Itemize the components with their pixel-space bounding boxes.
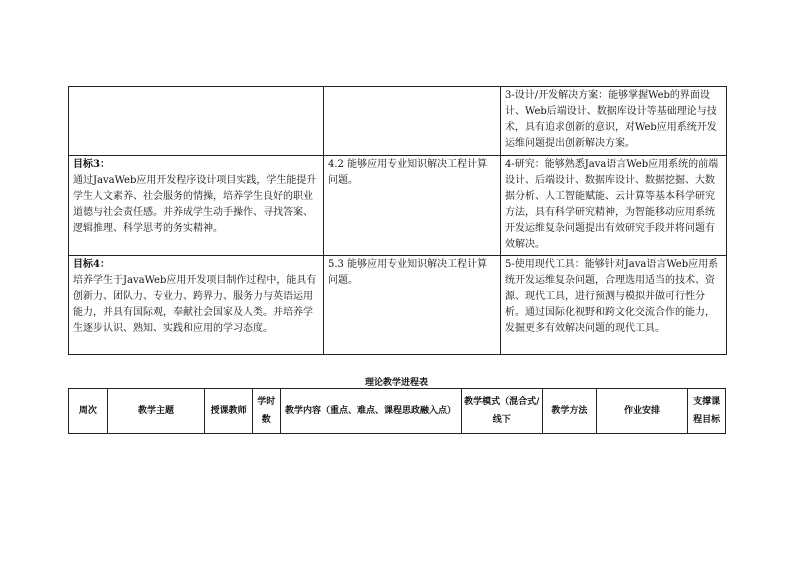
header-method: 教学方法	[542, 389, 596, 434]
schedule-title: 理论教学进程表	[364, 378, 428, 388]
table-row	[69, 87, 727, 156]
header-teacher: 授课教师	[205, 389, 253, 434]
header-topic: 教学主题	[107, 389, 205, 434]
header-week: 周次	[69, 389, 108, 434]
header-hours: 学时数	[253, 389, 280, 434]
header-support: 支撑课程目标	[688, 389, 726, 434]
indicator-cell	[324, 87, 501, 156]
requirement-cell: 5-使用现代工具：能够针对Java语言Web应用系统开发运维复杂问题，合理选用适当的技术、资源、现代工具，进行预测与模拟并做可行性分析。通过国际化视野和跨文化交流合作的能力，发掘更多有效解决问题的现代工具。	[501, 256, 727, 355]
schedule-table	[68, 388, 726, 434]
objective-text: 通过JavaWeb应用开发程序设计项目实践，学生能提升学生人文素养、社会服务的情操，培养学生良好的职业道德与社会责任感。并养成学生动手操作、寻找答案、逻辑推理、科学思考的务实精神。	[73, 175, 317, 234]
header-content: 教学内容（重点、难点、课程思政融入点）	[280, 389, 461, 434]
objective-cell	[69, 156, 324, 256]
objective-cell	[69, 256, 324, 355]
requirement-cell: 4-研究：能够熟悉Java语言Web应用系统的前端设计、后端设计、数据库设计、数据挖掘、大数据分析、人工智能赋能、云计算等基本科学研究方法，具有科学研究精神，为智能移动应用系统开发运维复杂问题提出有效研究手段并将问题有效解决。	[501, 156, 727, 256]
objective-cell	[69, 87, 324, 156]
objective-text: 培养学生于JavaWeb应用开发项目制作过程中，能具有创新力、团队力、专业力、跨界力、服务力与英语运用能力，并具有国际观，奉献社会国家及人类。并培养学生逐步认识、熟知、实践和应用的学习态度。	[73, 275, 317, 334]
objective-title: 目标4：	[73, 259, 110, 270]
table-row	[69, 156, 727, 256]
course-objectives-table	[68, 86, 727, 355]
header-mode: 教学模式（混合式/线下	[461, 389, 542, 434]
table-row	[69, 256, 727, 355]
requirement-cell: 3-设计/开发解决方案：能够掌握Web的界面设计、Web后端设计、数据库设计等基础理论与技术，具有追求创新的意识，对Web应用系统开发运维问题提出创新解决方案。	[501, 87, 727, 156]
indicator-cell: 5.3 能够应用专业知识解决工程计算问题。	[324, 256, 501, 355]
header-homework: 作业安排	[596, 389, 688, 434]
schedule-header-row	[69, 389, 726, 434]
indicator-cell: 4.2 能够应用专业知识解决工程计算问题。	[324, 156, 501, 256]
objective-title: 目标3：	[73, 159, 110, 170]
